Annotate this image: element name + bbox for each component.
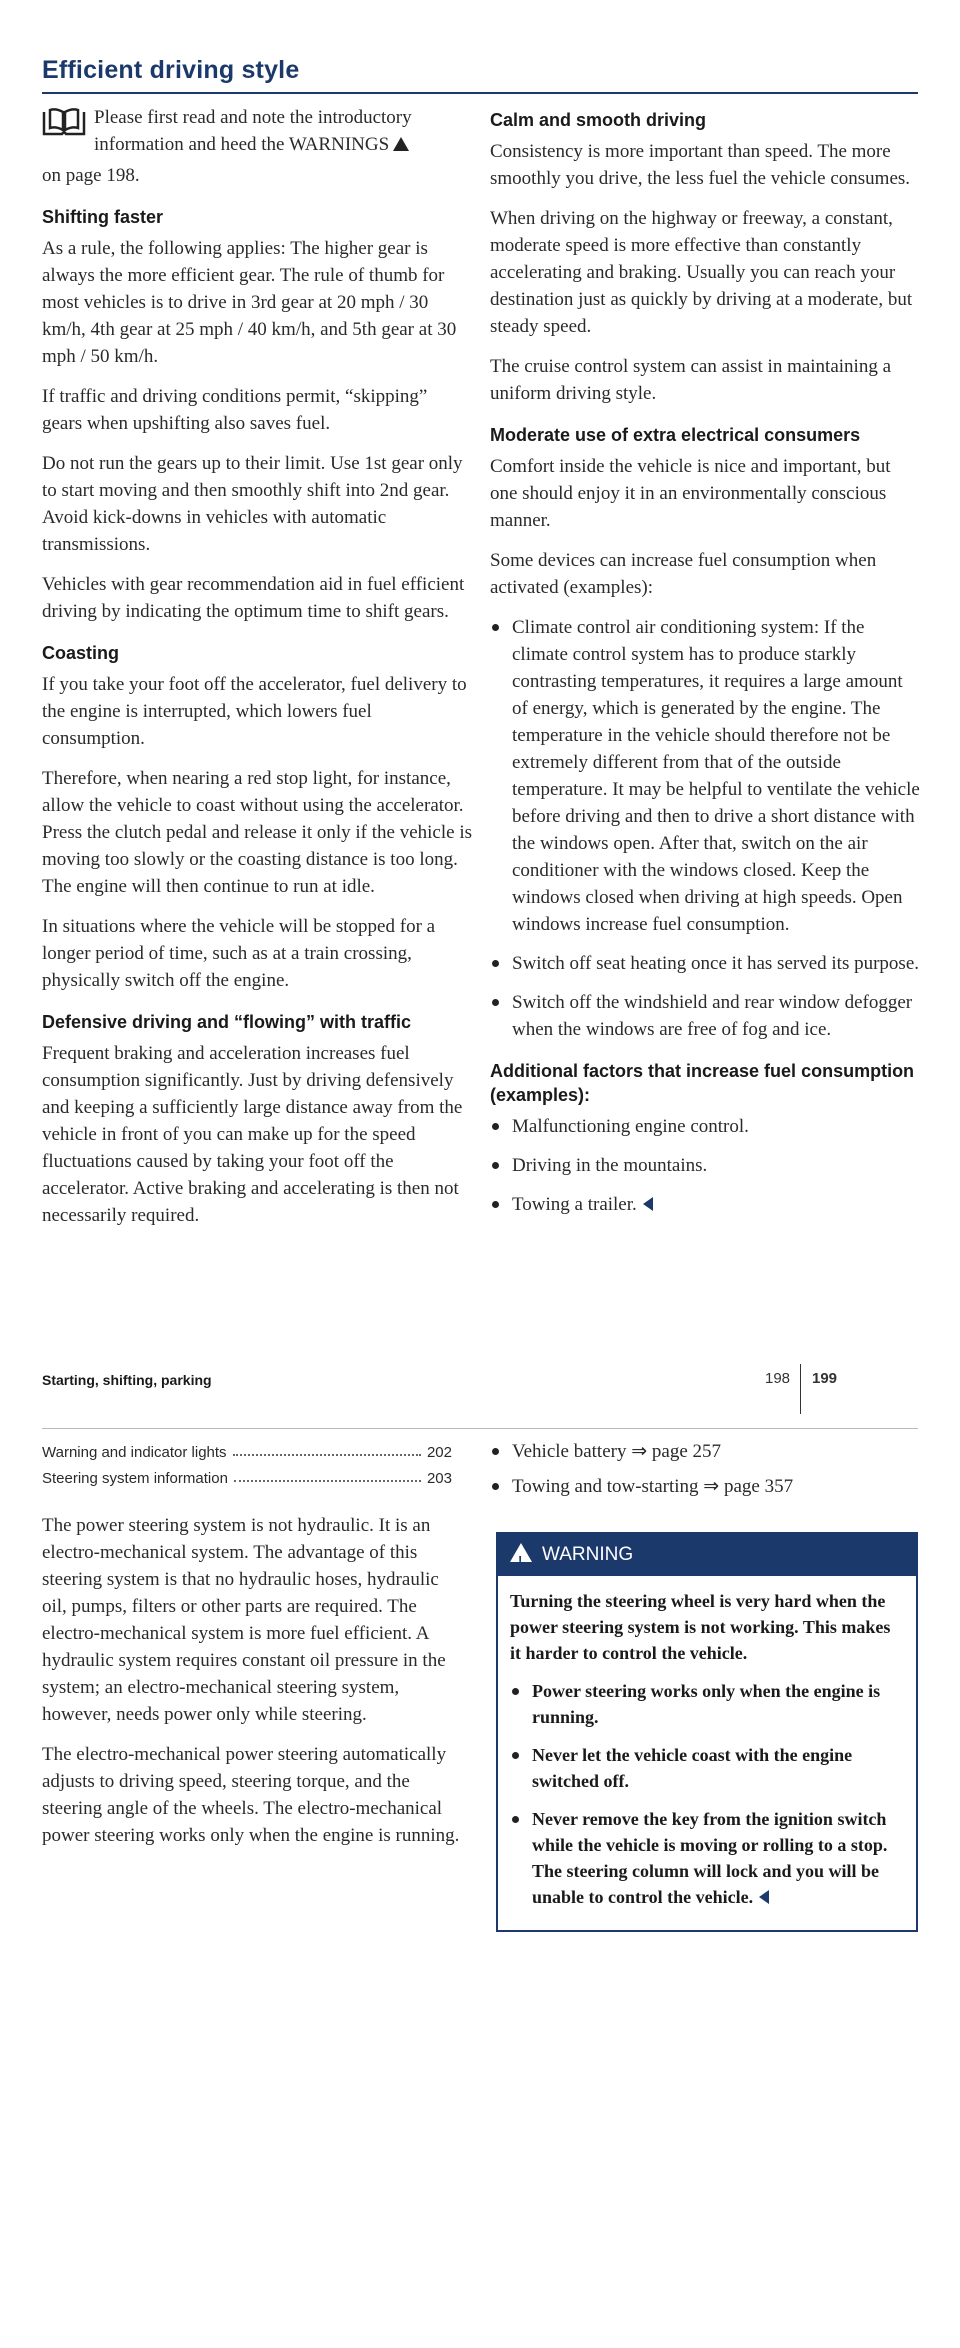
paragraph: The electro-mechanical power steering automatically adjusts to driving speed, steering torque, and the steering angle of the wheels. The electro-mechanical power steering works only when the engine is running. (42, 1744, 460, 1846)
paragraph: Comfort inside the vehicle is nice and important, but one should enjoy it in an environmentally conscious manner. (490, 456, 891, 531)
heading-calm-smooth: Calm and smooth driving (490, 110, 707, 130)
lower-left-column (42, 1512, 460, 1862)
list-item: Switch off the windshield and rear window defogger when the windows are free of fog and ice. (490, 989, 920, 1043)
list-item: Climate control air conditioning system: If the climate control system has to produce starkly contrasting temperatures, it requires a large amount of energy, which is generated by the engine. The temperature in the vehicle should therefore not be extremely different from that of the outside temperature. It may be helpful to ventilate the vehicle before driving and then to drive a short distance with the windows open. After that, switch on the air conditioner with the windows closed. Keep the windows closed when driving at high speeds. Open windows increase fuel consumption. (490, 614, 920, 938)
list-item: Driving in the mountains. (490, 1152, 920, 1179)
paragraph: The power steering system is not hydraulic. It is an electro-mechanical system. The advantage of this steering system is that no hydraulic hoses, hydraulic oil, pumps, filters or other parts are required. The electro-mechanical system is more fuel efficient. A hydraulic system requires constant oil pressure in the system; an electro-mechanical steering system, however, needs power only while steering. (42, 1515, 446, 1725)
paragraph: Vehicles with gear recommendation aid in fuel efficient driving by indicating the optimum time to shift gears. (42, 574, 465, 622)
warning-box (496, 1532, 918, 1932)
warning-paragraph: Turning the steering wheel is very hard when the power steering system is not working. This makes it harder to control the vehicle. (510, 1591, 891, 1663)
toc-row[interactable]: Steering system information 203 (42, 1470, 452, 1487)
paragraph: Do not run the gears up to their limit. Use 1st gear only to start moving and then smoothly shift into 2nd gear. Avoid kick-downs in vehicles with automatic transmissions. (42, 453, 463, 555)
toc-leader (233, 1444, 421, 1456)
heading-electrical-consumers: Moderate use of extra electrical consumers (490, 425, 861, 445)
book-icon (42, 106, 86, 136)
list-item: Never remove the key from the ignition switch while the vehicle is moving or rolling to a stop. The steering column will lock and you will be unable to control the vehicle. (510, 1806, 904, 1910)
title-rule (42, 92, 918, 94)
paragraph: Frequent braking and acceleration increases fuel consumption significantly. Just by driving defensively and keeping a sufficiently large distance away from the vehicle in front of you can make up for the speed fluctuations caused by taking your foot off the accelerator. Active braking and accelerating is then not necessarily required. (42, 1043, 463, 1226)
bullet-dot (492, 1483, 499, 1490)
list-item[interactable]: Towing and tow-starting ⇒ page 357 (490, 1473, 910, 1500)
paragraph: If you take your foot off the accelerator, fuel delivery to the engine is interrupted, which lowers fuel consumption. (42, 674, 467, 749)
bullet-dot (492, 624, 499, 631)
bullet-dot (492, 1448, 499, 1455)
bullet-dot (492, 1162, 499, 1169)
bullet-dot (512, 1816, 519, 1823)
footer-section-title: Starting, shifting, parking (42, 1372, 212, 1388)
warning-body (498, 1576, 916, 1930)
bullet-dot (492, 999, 499, 1006)
bullet-dot (512, 1752, 519, 1759)
warning-triangle-icon (393, 137, 409, 151)
page-number-divider (800, 1364, 801, 1414)
heading-shifting-faster: Shifting faster (42, 207, 164, 227)
end-of-section-icon (643, 1197, 653, 1211)
paragraph: The cruise control system can assist in maintaining a uniform driving style. (490, 356, 892, 404)
lower-right-refs (490, 1438, 910, 1512)
paragraph: Consistency is more important than speed. The more smoothly you drive, the less fuel the vehicle consumes. (490, 141, 911, 189)
warning-header: !WARNING (498, 1534, 916, 1576)
paragraph: Therefore, when nearing a red stop light, for instance, allow the vehicle to coast without using the accelerator. Press the clutch pedal and release it only if the vehicle is moving too slowly or the coasting distance is too long. The engine will then continue to run at idle. (42, 768, 472, 897)
toc-leader (234, 1470, 421, 1482)
left-column (42, 104, 472, 1242)
heading-defensive-driving: Defensive driving and “flowing” with traffic (42, 1012, 412, 1032)
heading-coasting: Coasting (42, 643, 120, 663)
bullet-dot (512, 1688, 519, 1695)
toc-row[interactable]: Warning and indicator lights 202 (42, 1444, 452, 1461)
right-column (490, 108, 920, 1230)
intro-paragraph: Please first read and note the introductory information and heed the WARNINGS (42, 104, 472, 158)
paragraph: As a rule, the following applies: The higher gear is always the more efficient gear. The rule of thumb for most vehicles is to drive in 3rd gear at 20 mph / 30 km/h, 4th gear at 25 mph / 40 km/h, and 5th gear at 30 mph / 50 km/h. (42, 238, 457, 367)
list-item: Towing a trailer. (490, 1191, 920, 1218)
page-title: Efficient driving style (42, 56, 300, 84)
list-item: Power steering works only when the engine is running. (510, 1678, 904, 1730)
list-item: Never let the vehicle coast with the engine switched off. (510, 1742, 904, 1794)
bullet-dot (492, 1201, 499, 1208)
bullet-dot (492, 1123, 499, 1130)
paragraph: In situations where the vehicle will be stopped for a longer period of time, such as at a train crossing, physically switch off the engine. (42, 916, 436, 991)
list-item: Switch off seat heating once it has served its purpose. (490, 950, 920, 977)
page-number-right: 199 (812, 1370, 838, 1387)
paragraph: When driving on the highway or freeway, a constant, moderate speed is more effective than constantly accelerating and braking. Usually you can reach your destination just as quickly by driving at a moderate, but steady speed. (490, 208, 913, 337)
list-item: Malfunctioning engine control. (490, 1113, 920, 1140)
paragraph: If traffic and driving conditions permit, “skipping” gears when upshifting also saves fuel. (42, 386, 428, 434)
page-number-left: 198 (765, 1370, 791, 1387)
list-item[interactable]: Vehicle battery ⇒ page 257 (490, 1438, 910, 1465)
bullet-dot (492, 960, 499, 967)
paragraph: Some devices can increase fuel consumption when activated (examples): (490, 550, 877, 598)
warning-triangle-icon (510, 1543, 532, 1562)
intro-page-ref: on page 198. (42, 165, 140, 186)
heading-additional-factors: Additional factors that increase fuel consumption (examples): (490, 1061, 915, 1105)
end-of-section-icon (759, 1890, 769, 1904)
page-separator (42, 1428, 918, 1429)
